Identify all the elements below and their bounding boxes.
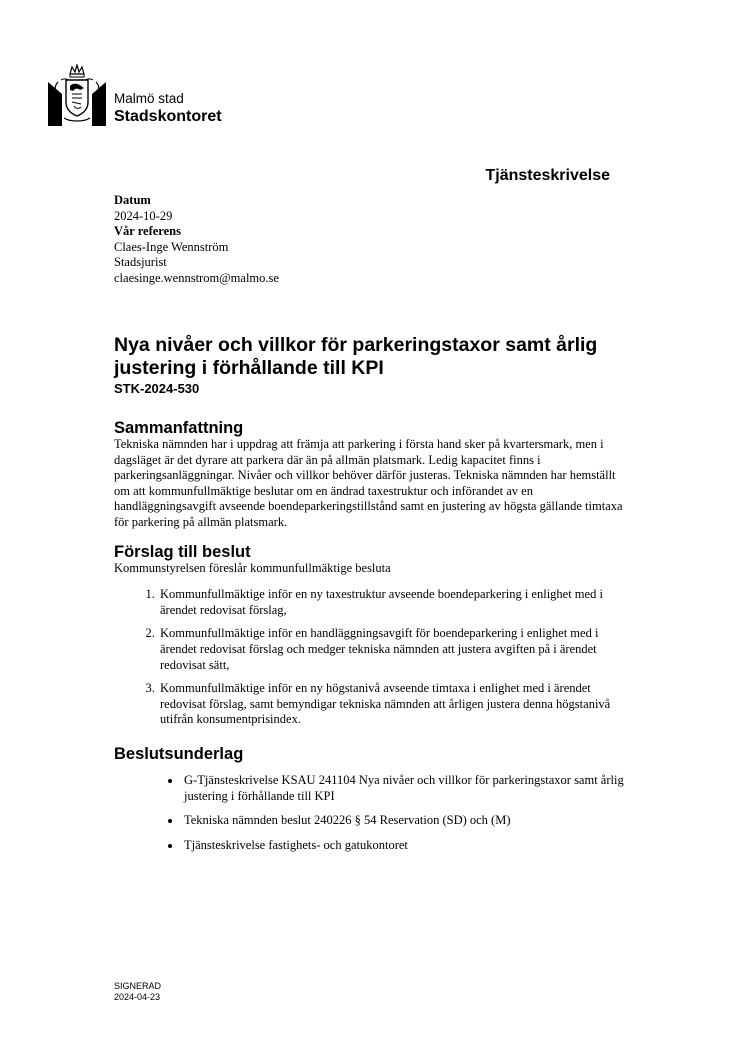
document-type: Tjänsteskrivelse <box>485 167 610 184</box>
basis-section <box>114 745 634 853</box>
department-name: Stadskontoret <box>114 108 222 125</box>
summary-section <box>114 419 634 531</box>
organization-block <box>114 90 222 127</box>
basis-heading: Beslutsunderlag <box>114 744 244 763</box>
document-meta <box>114 193 279 286</box>
proposal-item: 2. Kommunfullmäktige inför en handläggningsavgift för boendeparkering i enlighet med i ärendet redovisat förslag och medger tekniska nämnden att justera avgiften på i ärendet redovisat sätt, <box>158 626 634 673</box>
proposal-item: 1. Kommunfullmäktige inför en ny taxestruktur avseende boendeparkering i enlighet med i ärendet redovisat förslag, <box>158 587 634 618</box>
summary-text: Tekniska nämnden har i uppdrag att främja att parkering i första hand sker på kvartersmark, men i dagsläget är det dyrare att parkera där än på allmän platsmark. Ledig kapacitet finns i parkeringsanläggningar. Nivåer och villkor behöver därför justeras. Tekniska nämnden har hemställt om att kommunfullmäktige beslutar om en ändrad taxestruktur och införandet av en handläggningsavgift avseende boendeparkeringstillstånd samt en justering av högsta gällande timtaxa för parkering på allmän platsmark. <box>114 437 623 529</box>
reference-label: Vår referens <box>114 224 181 238</box>
signed-date: 2024-04-23 <box>114 992 161 1002</box>
case-number: STK-2024-530 <box>114 381 200 396</box>
reference-email: claesinge.wennstrom@malmo.se <box>114 270 279 285</box>
proposal-heading: Förslag till beslut <box>114 542 251 561</box>
proposal-list <box>114 587 634 728</box>
document-title: Nya nivåer och villkor för parkeringstaxor samt årlig justering i förhållande till KPI <box>114 334 598 379</box>
proposal-intro: Kommunstyrelsen föreslår kommunfullmäktige besluta <box>114 560 391 575</box>
proposal-item: 3. Kommunfullmäktige inför en ny högstanivå avseende timtaxa i enlighet med i ärendet redovisat förslag, samt bemyndigar tekniska nämnden att årligen justera denna högstanivå utifrån konsumentprisindex. <box>158 681 634 728</box>
reference-name: Claes-Inge Wennström <box>114 239 229 254</box>
basis-item: • G-Tjänsteskrivelse KSAU 241104 Nya nivåer och villkor för parkeringstaxor samt årlig justering i förhållande till KPI <box>182 773 634 804</box>
signature-footer <box>114 981 161 1003</box>
basis-list <box>114 773 634 853</box>
summary-heading: Sammanfattning <box>114 419 244 437</box>
document-body <box>114 334 634 862</box>
date-value: 2024-10-29 <box>114 208 173 223</box>
date-label: Datum <box>114 193 151 207</box>
city-name: Malmö stad <box>114 91 184 106</box>
signed-status: SIGNERAD <box>114 981 162 991</box>
malmo-coat-of-arms-icon <box>48 64 106 126</box>
proposal-section <box>114 543 634 728</box>
reference-title: Stadsjurist <box>114 255 167 269</box>
basis-item: • Tekniska nämnden beslut 240226 § 54 Reservation (SD) och (M) <box>182 813 634 829</box>
basis-item: • Tjänsteskrivelse fastighets- och gatukontoret <box>182 838 634 854</box>
